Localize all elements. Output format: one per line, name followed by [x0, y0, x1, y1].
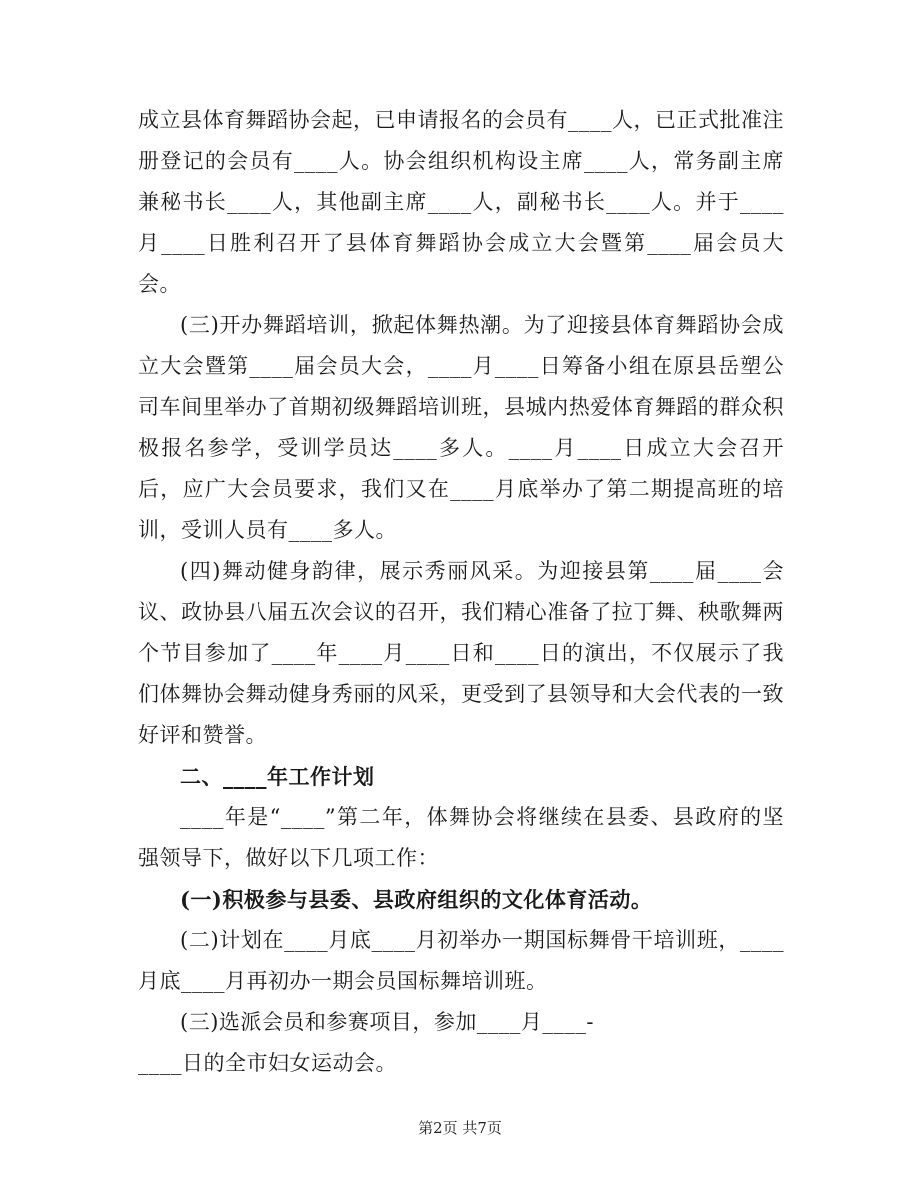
plan-item-2: (二)计划在____月底____月初举办一期国标舞骨干培训班，____月底____月再初办一期会员国标舞培训班。 [138, 928, 784, 993]
page-number-footer: 第2页 共7页 [418, 1119, 502, 1137]
paragraph-1: 成立县体育舞蹈协会起，已申请报名的会员有____人，已正式批准注册登记的会员有____人。协会组织机构设主席____人，常务副主席兼秘书长____人，其他副主席____人，副秘书长____人。并于____月____日胜利召开了县体育舞蹈协会成立大会暨第____届会员大会。 [138, 108, 784, 296]
paragraph-performance: (四)舞动健身韵律，展示秀丽风采。为迎接县第____届____会议、政协县八届五次会议的召开，我们精心准备了拉丁舞、秧歌舞两个节目参加了____年____月____日和____日的演出，不仅展示了我们体舞协会舞动健身秀丽的风采，更受到了县领导和大会代表的一致好评和赞誉。 [138, 559, 784, 747]
plan-item-3-continued: ____日的全市妇女运动会。 [138, 1051, 397, 1075]
section-heading-work-plan: 二、____年工作计划 [180, 764, 375, 789]
paragraph-training: (三)开办舞蹈培训，掀起体舞热潮。为了迎接县体育舞蹈协会成立大会暨第____届会员大会，____月____日筹备小组在原县岳塑公司车间里举办了首期初级舞蹈培训班，县城内热爱体育舞蹈的群众积极报名参学，受训学员达____多人。____月____日成立大会召开后，应广大会员要求，我们又在____月底举办了第二期提高班的培训，受训人员有____多人。 [138, 313, 784, 542]
plan-item-1: (一)积极参与县委、县政府组织的文化体育活动。 [180, 887, 653, 912]
paragraph-plan-intro: ____年是“____”第二年，体舞协会将继续在县委、县政府的坚强领导下，做好以下几项工作： [138, 805, 784, 870]
plan-item-3: (三)选派会员和参赛项目，参加____月____- [180, 1010, 594, 1034]
document-body [138, 100, 784, 1084]
